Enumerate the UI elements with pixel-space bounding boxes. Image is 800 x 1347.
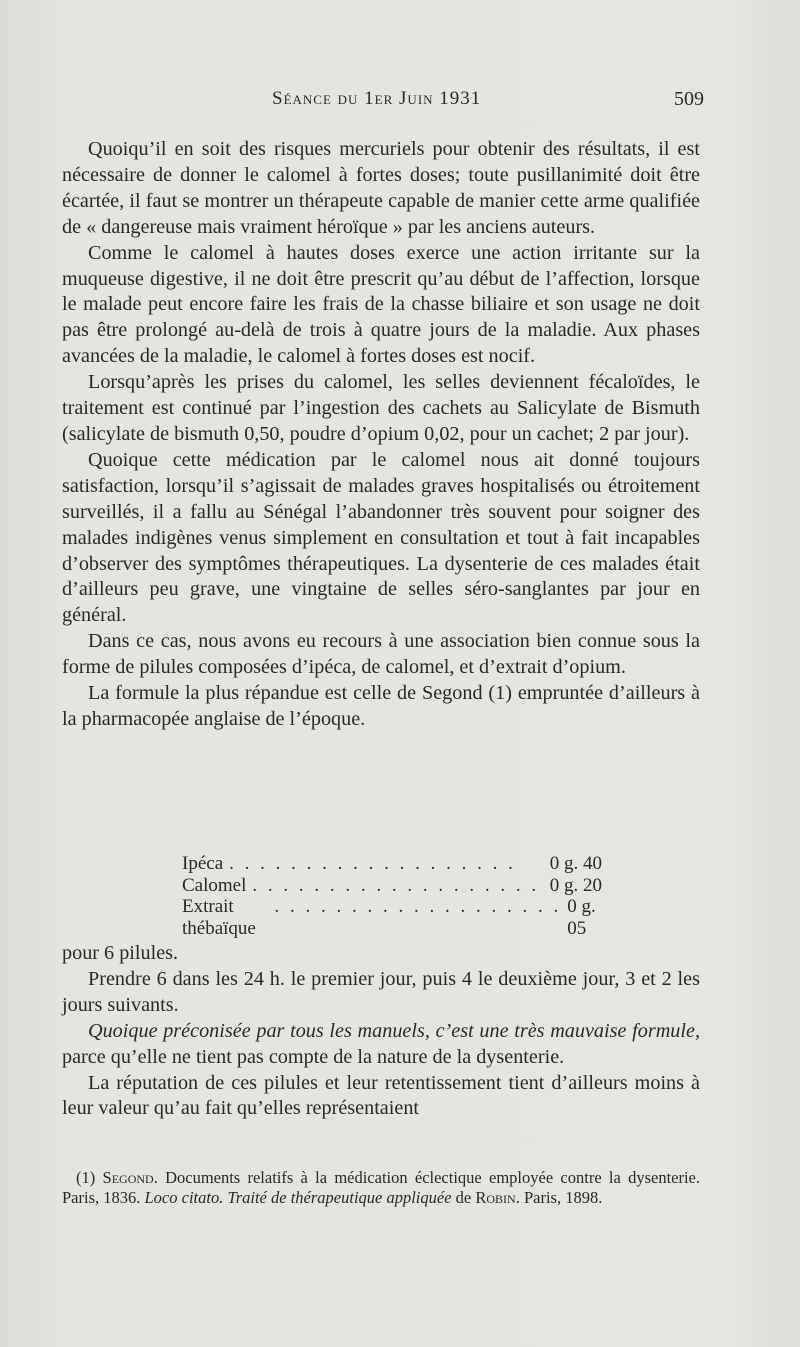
ingredient-dose: 0 g. 20 bbox=[549, 874, 602, 896]
body-text-top bbox=[62, 137, 700, 733]
leader-dots: . . . . . . . . . . . . . . . . . . . bbox=[252, 874, 540, 896]
body-text-bottom bbox=[62, 941, 700, 1122]
formula-table bbox=[182, 853, 602, 939]
paragraph: Prendre 6 dans les 24 h. le premier jour, puis 4 le deuxième jour, 3 et 2 les jours suivants. bbox=[62, 967, 700, 1016]
leader-dots: . . . . . . . . . . . . . . . . . . . bbox=[274, 896, 562, 917]
footnote bbox=[62, 1168, 700, 1208]
footnote-text bbox=[62, 1168, 700, 1208]
paragraph: Dans ce cas, nous avons eu recours à une association bien connue sous la forme de pilules composées d’ipéca, de calomel, et d’extrait d’opium. bbox=[62, 630, 700, 679]
leader-dots: . . . . . . . . . . . . . . . . . . . bbox=[229, 853, 516, 874]
paragraph bbox=[62, 1019, 700, 1071]
italic-phrase: Quoique préconisée par tous les manuels, c’est une très mauvaise formule, bbox=[88, 1019, 700, 1042]
paragraph: Quoique cette médication par le calomel nous ait donné toujours satisfaction, lorsqu’il s’agissait de malades graves hospitalisés ou étroitement surveillés, il a fallu au Sénégal l’abandonner très souvent pour soigner des malades indigènes venus simplement en consultation et tout à fait incapables d’observer des symptômes thérapeutiques. La dysenterie de ces malades était d’ailleurs peu grave, une vingtaine de selles séro-sanglantes par jour en général. bbox=[62, 448, 700, 627]
footnote-marker: (1) bbox=[76, 1168, 103, 1187]
footnote-italic: Loco citato. Traité de thérapeutique appliquée bbox=[144, 1188, 452, 1207]
paragraph: pour 6 pilules. bbox=[62, 942, 179, 964]
footnote-author: Robin bbox=[475, 1188, 516, 1207]
paragraph: La réputation de ces pilules et leur retentissement tient d’ailleurs moins à leur valeur qu’au fait qu’elles représentaient bbox=[62, 1071, 700, 1120]
formula-row bbox=[182, 896, 602, 939]
footnote-text-part: de bbox=[451, 1188, 476, 1207]
ingredient-dose: 0 g. 40 bbox=[549, 853, 602, 874]
paragraph: Comme le calomel à hautes doses exerce une action irritante sur la muqueuse digestive, il ne doit être prescrit qu’au début de l’affection, lorsque le malade peut encore faire les frais de la chasse biliaire et son usage ne doit pas être prolongé au-delà de trois à quatre jours de la maladie. Aux phases avancées de la maladie, le calomel à fortes doses est nocif. bbox=[62, 241, 700, 368]
paragraph: La formule la plus répandue est celle de Segond (1) empruntée d’ailleurs à la pharmacopée anglaise de l’époque. bbox=[62, 682, 700, 730]
footnote-author: Segond bbox=[102, 1168, 154, 1187]
footnote-text-part: . Documents relatifs à la médication éclectique employée contre la dysenterie. Paris, 1836. bbox=[62, 1168, 700, 1207]
running-head: Séance du 1er Juin 1931 bbox=[272, 88, 482, 109]
ingredient-name: Ipéca bbox=[182, 853, 224, 874]
page-header bbox=[0, 88, 800, 118]
page-number: 509 bbox=[674, 88, 704, 110]
formula-row bbox=[182, 853, 602, 875]
paragraph-text: parce qu’elle ne tient pas compte de la nature de la dysenterie. bbox=[62, 1045, 565, 1068]
formula-row bbox=[182, 875, 602, 897]
ingredient-name: Calomel bbox=[182, 874, 247, 896]
footnote-text-part: . Paris, 1898. bbox=[515, 1188, 603, 1207]
ingredient-name: Extrait thébaïque bbox=[182, 896, 256, 939]
paragraph: Quoiqu’il en soit des risques mercuriels pour obtenir des résultats, il est nécessaire de donner le calomel à fortes doses; toute pusillanimité doit être écartée, il faut se montrer un thérapeute capable de manier cette arme qualifiée de « dangereuse mais vraiment héroïque » par les anciens auteurs. bbox=[62, 138, 700, 238]
paragraph: Lorsqu’après les prises du calomel, les selles deviennent fécaloïdes, le traitement est continué par l’ingestion des cachets au Salicylate de Bismuth (salicylate de bismuth 0,50, poudre d’opium 0,02, pour un cachet; 2 par jour). bbox=[62, 371, 700, 445]
ingredient-dose: 0 g. 05 bbox=[567, 896, 596, 939]
